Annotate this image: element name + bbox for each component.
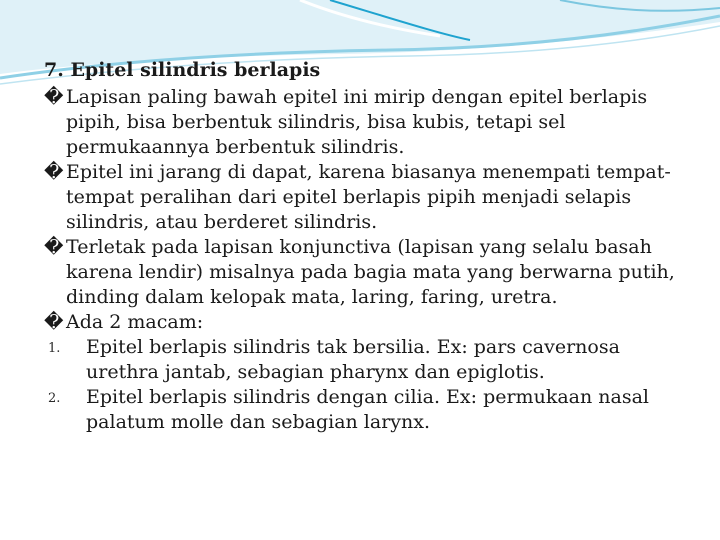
slide-title: 7. Epitel silindris berlapis	[44, 59, 321, 81]
bullet-glyph: �	[44, 86, 64, 108]
list-number: 2.	[48, 391, 61, 406]
bullet-paragraph	[44, 310, 684, 335]
list-item-text: Epitel berlapis silindris dengan cilia. Ex: permukaan nasal palatum molle dan sebagian larynx.	[86, 386, 649, 433]
bullet-paragraph	[44, 160, 684, 235]
list-item-text: Epitel berlapis silindris tak bersilia. Ex: pars cavernosa urethra jantab, sebagian pharynx dan epiglotis.	[86, 336, 620, 383]
bullet-glyph: �	[44, 311, 64, 333]
paragraph-text: Epitel ini jarang di dapat, karena biasanya menempati tempat-tempat peralihan dari epitel berlapis pipih menjadi selapis silindris, atau berderet silindris.	[66, 161, 671, 233]
bullet-glyph: �	[44, 236, 64, 258]
bullet-paragraph	[44, 235, 684, 310]
list-number: 1.	[48, 341, 61, 356]
bullet-glyph: �	[44, 161, 64, 183]
numbered-list-item	[44, 335, 684, 385]
bullet-paragraph	[44, 85, 684, 160]
paragraph-text: Terletak pada lapisan konjunctiva (lapisan yang selalu basah karena lendir) misalnya pada bagia mata yang berwarna putih, dinding dalam kelopak mata, laring, faring, uretra.	[66, 236, 675, 308]
slide-content	[44, 58, 684, 435]
numbered-list-item	[44, 385, 684, 435]
paragraph-text: Lapisan paling bawah epitel ini mirip dengan epitel berlapis pipih, bisa berbentuk silindris, bisa kubis, tetapi sel permukaannya berbentuk silindris.	[66, 86, 648, 158]
paragraph-text: Ada 2 macam:	[66, 311, 204, 333]
